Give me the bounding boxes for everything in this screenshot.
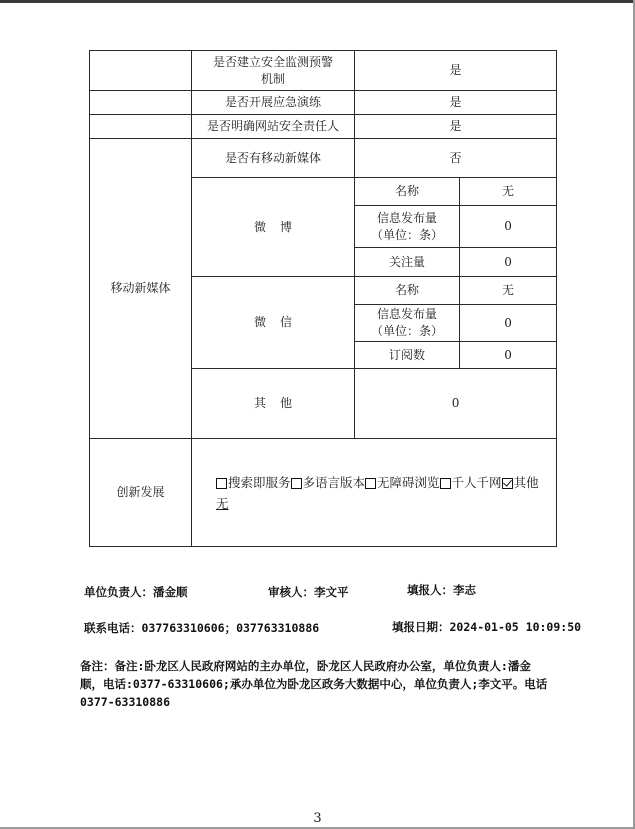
section-security-cont [90, 91, 192, 115]
section-security-cont [90, 51, 192, 91]
other-value: 0 [355, 369, 557, 439]
checkbox-multilang [291, 478, 302, 489]
page-number: 3 [313, 811, 322, 826]
unit-head: 单位负责人：潘金顺 [84, 585, 188, 599]
monitor-value: 是 [355, 51, 557, 91]
responsible-label: 是否明确网站安全责任人 [192, 115, 355, 139]
has-media-label: 是否有移动新媒体 [192, 139, 355, 178]
report-table [89, 50, 557, 547]
section-security-cont [90, 115, 192, 139]
checkbox-search [216, 478, 227, 489]
weibo-name-label: 名称 [355, 178, 460, 206]
weibo-follow-value: 0 [460, 248, 557, 277]
option-other: 其他 [502, 475, 539, 490]
drill-value: 是 [355, 91, 557, 115]
innovation-options [192, 439, 557, 547]
weixin-posts-value: 0 [460, 305, 557, 342]
drill-label: 是否开展应急演练 [192, 91, 355, 115]
weixin-label: 微信 [192, 277, 355, 369]
responsible-value: 是 [355, 115, 557, 139]
option-multilang: 多语言版本 [291, 475, 366, 490]
checkbox-other-checked [502, 478, 513, 489]
weibo-posts-label: 信息发布量（单位：条） [355, 206, 460, 248]
weibo-posts-value: 0 [460, 206, 557, 248]
filler: 填报人：李志 [407, 583, 476, 597]
checkbox-personalized [440, 478, 451, 489]
fill-date: 填报日期：2024-01-05 10:09:50 [392, 620, 582, 634]
reviewer: 审核人：李文平 [268, 585, 349, 599]
innovation-other-value: 无 [216, 495, 229, 511]
checkbox-accessible [365, 478, 376, 489]
contact-phone: 联系电话：037763310606；037763310886 [84, 621, 320, 635]
option-accessible: 无障碍浏览 [365, 475, 440, 490]
section-innovation-label: 创新发展 [90, 439, 192, 547]
weixin-subscribe-value: 0 [460, 342, 557, 369]
top-border [0, 0, 635, 3]
weixin-posts-label: 信息发布量（单位：条） [355, 305, 460, 342]
has-media-value: 否 [355, 139, 557, 178]
option-search: 搜索即服务 [216, 475, 291, 490]
weibo-label: 微博 [192, 178, 355, 277]
weixin-name-label: 名称 [355, 277, 460, 305]
weibo-follow-label: 关注量 [355, 248, 460, 277]
weixin-subscribe-label: 订阅数 [355, 342, 460, 369]
other-label: 其他 [192, 369, 355, 439]
remarks: 备注：备注:卧龙区人民政府网站的主办单位，卧龙区人民政府办公室，单位负责人:潘金顺，电话:0377-63310606;承办单位为卧龙区政务大数据中心，单位负责人;李文平。电话 0377-63310886 [80, 659, 548, 709]
monitor-label: 是否建立安全监测预警机制 [192, 51, 355, 91]
weixin-name-value: 无 [460, 277, 557, 305]
option-personalized: 千人千网 [440, 475, 502, 490]
weibo-name-value: 无 [460, 178, 557, 206]
section-media-label: 移动新媒体 [90, 139, 192, 439]
